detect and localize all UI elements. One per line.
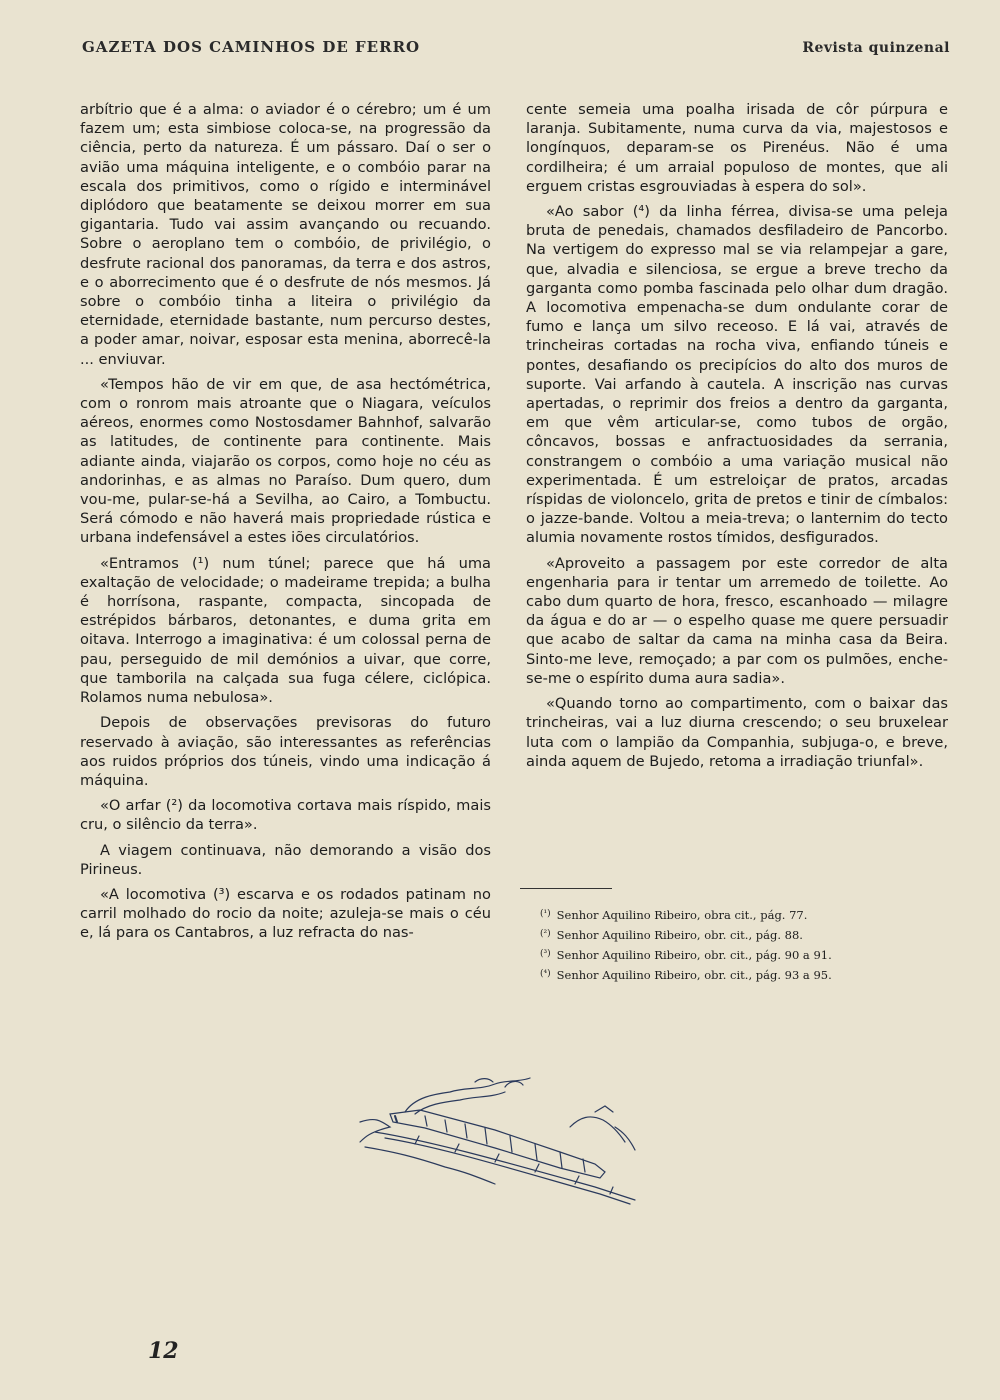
footnote-divider	[520, 888, 612, 889]
left-column	[80, 100, 491, 949]
footnote-mark: (²)	[540, 929, 551, 939]
paragraph: arbítrio que é a alma: o aviador é o cérebro; um é um fazem um; esta simbiose coloca-se, na progressão da ciência, perto da natureza. É um pássaro. Daí o ser o avião uma máquina inteligente, e o combóio parar na escala dos primitivos, como o rígido e interminável diplódoro que beatamente se deixou morrer em sua gigantaria. Tudo vai assim avançando ou recuando. Sobre o aeroplano tem o combóio, de privilégio, o desfrute racional dos panoramas, da terra e dos astros, e o aborrecimento que é o desfrute de nós mesmos. Já sobre o combóio tinha a liteira o privilégio da eternidade, eternidade bastante, num percurso destes, a poder amar, noivar, esposar esta menina, aborrecê-la ... enviuvar.	[80, 101, 491, 368]
paragraph: cente semeia uma poalha irisada de côr púrpura e laranja. Subitamente, numa curva da via, majestosos e longínquos, deparam-se os Pirenéus. Não é uma cordilheira; é um arraial populoso de montes, que ali erguem cristas esgrouviadas à espera do sol».	[526, 101, 948, 195]
magazine-title: GAZETA DOS CAMINHOS DE FERRO	[82, 38, 421, 56]
footnote-mark: (⁴)	[540, 969, 551, 979]
paragraph: «Quando torno ao compartimento, com o baixar das trincheiras, vai a luz diurna crescendo; o seu bruxelear luta com o lampião da Companhia, subjuga-o, e breve, ainda aquem de Bujedo, retoma a irradiação triunfal».	[526, 695, 948, 770]
footnote-text: Senhor Aquilino Ribeiro, obr. cit., pág. 93 a 95.	[556, 968, 832, 982]
footnote-text: Senhor Aquilino Ribeiro, obr. cit., pág. 90 a 91.	[556, 948, 832, 962]
paragraph: «A locomotiva (³) escarva e os rodados patinam no carril molhado do rocio da noite; azuleja-se mais o céu e, lá para os Cantabros, a luz refracta do nas-	[80, 885, 491, 942]
paragraph: Depois de observações previsoras do futuro reservado à aviação, são interessantes as referências aos ruidos próprios dos túneis, vindo uma indicação á máquina.	[80, 714, 491, 789]
footnote-mark: (¹)	[540, 909, 551, 919]
paragraph: «O arfar (²) da locomotiva cortava mais ríspido, mais cru, o silêncio da terra».	[80, 797, 491, 834]
paragraph: A viagem continuava, não demorando a visão dos Pirineus.	[80, 841, 491, 878]
page-number: 12	[148, 1338, 179, 1364]
footnote	[540, 905, 960, 925]
footnote-mark: (³)	[540, 949, 551, 959]
footnote	[540, 925, 960, 945]
footnote	[540, 965, 960, 985]
paragraph: «Aproveito a passagem por este corredor de alta engenharia para ir tentar um arremedo de toilette. Ao cabo dum quarto de hora, fresco, escanhoado — milagre da água e do ar — o espelho quase me quere persuadir que acabo de saltar da cama na minha casa da Beira. Sinto-me leve, remoçado; a par com os pulmões, enche-se-me o espírito duma aura sadia».	[526, 554, 948, 687]
footnote-text: Senhor Aquilino Ribeiro, obr. cit., pág. 88.	[556, 928, 803, 942]
footnote	[540, 945, 960, 965]
paragraph: «Tempos hão de vir em que, de asa hectómétrica, com o ronrom mais atroante que o Niagara, veículos aéreos, enormes como Nostosdamer Bahnhof, salvarão as latitudes, de continente para continente. Mais adiante ainda, viajarão os corpos, como hoje no céu as andorinhas, e as almas no Paraíso. Dum quero, dum vou-me, pular-se-há a Sevilha, ao Cairo, a Tombuctu. Será cómodo e não haverá mais propriedade rústica e urbana indefensável a estes iões circulatórios.	[80, 375, 491, 547]
right-column	[526, 100, 948, 777]
paragraph: «Entramos (¹) num túnel; parece que há uma exaltação de velocidade; o madeirame trepida; a bulha é horrísona, raspante, compacta, sincopada de estrépidos bárbaros, detonantes, e duma grita em oitava. Interrogo a imaginativa: é um colossal perna de pau, perseguido de mil demónios a uivar, que corre, que tamborila na calçada sua fuga célere, ciclópica. Rolamos numa nebulosa».	[80, 554, 491, 707]
paragraph: «Ao sabor (⁴) da linha férrea, divisa-se uma peleja bruta de penedais, chamados desfiladeiro de Pancorbo. Na vertigem do expresso mal se via relampejar a gare, que, alvadia e silenciosa, se ergue a breve trecho da garganta como pomba fascinada pelo olhar dum dragão. A locomotiva empenacha-se dum ondulante corar de fumo e lança um silvo receoso. E lá vai, através de trincheiras cortadas na rocha viva, enfiando túneis e pontes, desafiando os precipícios do alto dos muros de suporte. Vai arfando à cautela. A inscrição nas curvas apertadas, o reprimir dos freios a dentro da garganta, em que vêm articular-se, como tubos de orgão, côncavos, bossas e anfractuosidades da serrania, constrangem o combóio a uma variação musical não experimentada. É um estreloiçar de pratos, arcadas ríspidas de violoncelo, grita de pretos e tinir de címbalos: o jazze-bande. Voltou a meia-treva; o lanternim do tecto alumia novamente rostos tímidos, desfigurados.	[526, 203, 948, 547]
magazine-subtitle: Revista quinzenal	[802, 40, 950, 56]
footnotes	[540, 905, 960, 985]
train-engraving-icon	[355, 1072, 645, 1207]
footnote-text: Senhor Aquilino Ribeiro, obra cit., pág. 77.	[556, 908, 808, 922]
